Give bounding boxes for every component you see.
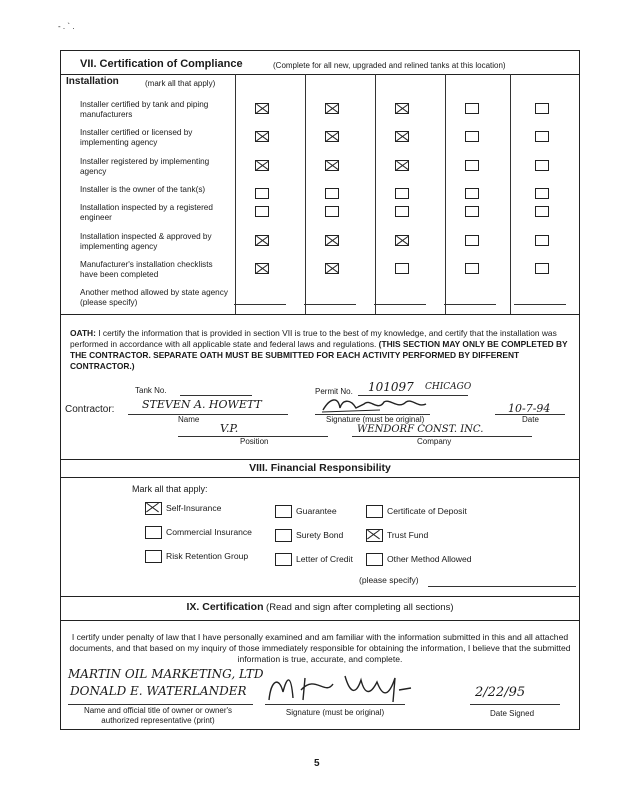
sign-date-value: 2/22/95 xyxy=(475,685,526,700)
financial-checkbox[interactable] xyxy=(145,550,162,563)
position-label: Position xyxy=(240,437,269,446)
position-value: V.P. xyxy=(220,422,239,435)
installation-checkbox[interactable] xyxy=(465,235,479,246)
specify-line[interactable] xyxy=(304,304,356,305)
specify-line[interactable] xyxy=(234,304,286,305)
installation-checkbox[interactable] xyxy=(395,235,409,246)
installation-checkbox[interactable] xyxy=(535,263,549,274)
installation-checkbox[interactable] xyxy=(255,235,269,246)
installation-checkbox[interactable] xyxy=(465,131,479,142)
specify-line[interactable] xyxy=(374,304,426,305)
oath-label: OATH: xyxy=(70,328,96,338)
financial-checkbox[interactable] xyxy=(145,526,162,539)
oath-date-label: Date xyxy=(522,415,539,424)
installation-checkbox[interactable] xyxy=(325,206,339,217)
installation-checkbox[interactable] xyxy=(325,235,339,246)
oath-date-value: 10-7-94 xyxy=(508,402,551,415)
installation-checkbox[interactable] xyxy=(395,103,409,114)
company-value: WENDORF CONST. INC. xyxy=(357,424,484,435)
financial-option-label: Other Method Allowed xyxy=(387,554,472,564)
permit-label: Permit No. xyxy=(315,387,353,396)
financial-checkbox[interactable] xyxy=(366,529,383,542)
financial-option-label: Guarantee xyxy=(296,506,337,516)
installation-row-label: Installation inspected & approved by implementing agency xyxy=(80,232,212,251)
installation-row-label: Installer certified or licensed by implementing agency xyxy=(80,128,193,147)
financial-checkbox[interactable] xyxy=(366,505,383,518)
financial-option-label: Self-Insurance xyxy=(166,503,222,513)
specify-line[interactable] xyxy=(444,304,496,305)
installation-checkbox[interactable] xyxy=(535,235,549,246)
page-number: 5 xyxy=(314,758,320,769)
oath-block xyxy=(70,328,575,372)
owner-line1: MARTIN OIL MARKETING, LTD xyxy=(68,667,264,681)
tank-no-label: Tank No. xyxy=(135,386,167,395)
oath-bold-text: (THIS SECTION MAY ONLY BE COMPLETED BY THE CONTRACTOR. SEPARATE OATH MUST BE SUBMITTED FOR EACH ACTIVITY PERFORMED BY DIFFERENT CONTRACTOR.) xyxy=(70,339,568,371)
installation-row-label: Another method allowed by state agency (please specify) xyxy=(80,288,228,307)
name-label: Name xyxy=(178,415,200,424)
section7-title: VII. Certification of Compliance xyxy=(80,58,243,70)
installation-checkbox[interactable] xyxy=(395,160,409,171)
please-specify-label: (please specify) xyxy=(359,575,419,585)
installation-checkbox[interactable] xyxy=(255,188,269,199)
permit-value: 101097 xyxy=(368,380,414,394)
sign-date-label: Date Signed xyxy=(490,709,535,718)
oath-text: I certify the information that is provided in section VII is true to the best of my knowledge, and certify that the installation was performed in accordance with all applicable state and federal laws and regulations. xyxy=(70,328,557,349)
section9-header xyxy=(60,601,580,613)
stray-mark: - . ` . xyxy=(58,22,75,31)
financial-option-label: Letter of Credit xyxy=(296,554,353,564)
signature-label: Signature (must be original) xyxy=(326,415,425,424)
section8-title: VIII. Financial Responsibility xyxy=(249,462,391,474)
owner-name-label: Name and official title of owner or owner's authorized representative (print) xyxy=(83,706,233,725)
financial-checkbox[interactable] xyxy=(275,553,292,566)
financial-option-label: Certificate of Deposit xyxy=(387,506,467,516)
installation-checkbox[interactable] xyxy=(255,103,269,114)
installation-checkbox[interactable] xyxy=(325,263,339,274)
installation-row-label: Installer certified by tank and piping manufacturers xyxy=(80,100,209,119)
contractor-signature xyxy=(320,394,430,416)
installation-row-label: Installer registered by implementing agency xyxy=(80,157,210,176)
section8-mark-all: Mark all that apply: xyxy=(132,484,208,494)
contractor-label: Contractor: xyxy=(65,404,115,415)
installation-checkbox[interactable] xyxy=(255,160,269,171)
installation-checkbox[interactable] xyxy=(255,131,269,142)
installation-checkbox[interactable] xyxy=(325,160,339,171)
financial-checkbox[interactable] xyxy=(145,502,162,515)
installation-checkbox[interactable] xyxy=(535,206,549,217)
installation-checkbox[interactable] xyxy=(395,263,409,274)
specify-line[interactable] xyxy=(514,304,566,305)
installation-checkbox[interactable] xyxy=(535,103,549,114)
financial-checkbox[interactable] xyxy=(366,553,383,566)
installation-checkbox[interactable] xyxy=(325,131,339,142)
installation-checkbox[interactable] xyxy=(395,131,409,142)
owner-line2: DONALD E. WATERLANDER xyxy=(70,684,247,698)
owner-signature xyxy=(265,670,415,706)
financial-checkbox[interactable] xyxy=(275,529,292,542)
section9-text: I certify under penalty of law that I have personally examined and am familiar with the information submitted in this and all attached documents, and that based on my inquiry of those immediately responsible for obtaining the information, I believe that the submitted information is true, accurate, and complete. xyxy=(69,632,571,664)
installation-mark-all: (mark all that apply) xyxy=(145,79,216,88)
installation-checkbox[interactable] xyxy=(255,263,269,274)
company-label: Company xyxy=(417,437,452,446)
installation-row-label: Installer is the owner of the tank(s) xyxy=(80,185,206,194)
installation-row-label: Installation inspected by a registered engineer xyxy=(80,203,213,222)
installation-checkbox[interactable] xyxy=(395,206,409,217)
section7-note: (Complete for all new, upgraded and relined tanks at this location) xyxy=(273,61,506,70)
installation-checkbox[interactable] xyxy=(535,160,549,171)
financial-checkbox[interactable] xyxy=(275,505,292,518)
financial-option-label: Commercial Insurance xyxy=(166,527,252,537)
installation-checkbox[interactable] xyxy=(465,160,479,171)
financial-option-label: Risk Retention Group xyxy=(166,551,249,561)
installation-checkbox[interactable] xyxy=(465,206,479,217)
installation-checkbox[interactable] xyxy=(535,188,549,199)
installation-checkbox[interactable] xyxy=(395,188,409,199)
installation-label: Installation xyxy=(66,76,119,87)
owner-signature-label: Signature (must be original) xyxy=(285,708,385,717)
installation-checkbox[interactable] xyxy=(255,206,269,217)
financial-option-label: Surety Bond xyxy=(296,530,344,540)
installation-checkbox[interactable] xyxy=(325,188,339,199)
section9-title: IX. Certification xyxy=(186,601,264,613)
installation-row-label: Manufacturer's installation checklists have been completed xyxy=(80,260,213,279)
installation-checkbox[interactable] xyxy=(465,263,479,274)
installation-checkbox[interactable] xyxy=(325,103,339,114)
contractor-name: STEVEN A. HOWETT xyxy=(142,398,262,411)
installation-checkbox[interactable] xyxy=(535,131,549,142)
installation-checkbox[interactable] xyxy=(465,188,479,199)
section9-subtitle: (Read and sign after completing all sections) xyxy=(266,602,454,613)
installation-checkbox[interactable] xyxy=(465,103,479,114)
permit-city: CHICAGO xyxy=(425,382,472,392)
financial-option-label: Trust Fund xyxy=(387,530,429,540)
